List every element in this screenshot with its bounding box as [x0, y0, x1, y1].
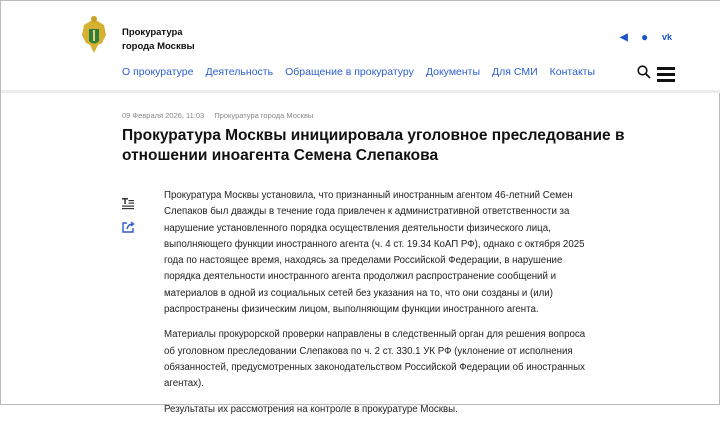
brand-line-2: города Москвы [122, 41, 195, 52]
ok-icon[interactable]: ● [641, 30, 649, 44]
article-tools [122, 198, 135, 238]
paragraph [164, 402, 585, 418]
article-body [164, 188, 585, 427]
brand-line-1: Прокуратура [122, 27, 183, 38]
text-line: обязанностей, предусмотренных законодательством Российской Федерации об иностранных [164, 361, 585, 373]
article-title: Прокуратура Москвы инициировала уголовное преследование в отношении иноагента Семена Слепакова [122, 127, 625, 164]
nav-media[interactable]: Для СМИ [492, 66, 538, 78]
article-source: Прокуратура города Москвы [214, 111, 314, 120]
text-line: Слепаков был дважды в течение года привлечен к административной ответственности за [164, 206, 570, 218]
nav-about[interactable]: О прокуратуре [122, 66, 194, 78]
article-date: 09 Февраля 2026, 11:03 [122, 111, 205, 120]
coat-of-arms-logo[interactable] [80, 15, 108, 55]
vk-icon[interactable]: vk [662, 32, 673, 42]
text-line: Материалы прокурорской проверки направлены в следственный орган для решения вопроса [164, 329, 586, 341]
telegram-icon[interactable]: ◀ [620, 32, 628, 43]
text-version-icon[interactable] [122, 198, 134, 210]
text-line: об уголовном преследовании Слепакова по ч. 2 ст. 330.1 УК РФ (уклонение от исполнения [164, 345, 573, 357]
text-line: материалов в одной из социальных сетей без указания на то, что они созданы и (или) [164, 287, 553, 299]
text-line: Результаты их рассмотрения на контроле в прокуратуре Москвы. [164, 403, 458, 415]
share-icon[interactable] [122, 221, 135, 233]
nav-activity[interactable]: Деятельность [205, 66, 274, 78]
text-line: Прокуратура Москвы установила, что признанный иностранным агентом 46-летний Семен [164, 190, 573, 201]
menu-icon[interactable] [657, 67, 675, 85]
search-icon[interactable] [637, 65, 651, 79]
text-line: агентах). [164, 378, 204, 390]
text-line: нарушение установленного порядка осуществления деятельности физического лица, [164, 222, 551, 234]
text-line: года по настоящее время, находясь за пределами Российской Федерации, в нарушение [164, 255, 563, 267]
brand-name[interactable] [122, 26, 195, 54]
text-line: распространены физическим лицом, выполняющим функции иностранного агента. [164, 304, 539, 316]
site-header [1, 1, 720, 93]
text-line: выполняющего функции иностранного агента (ч. 4 ст. 19.34 КоАП РФ), однако с октября 2025 [164, 238, 585, 250]
text-line: порядка деятельности иностранного агента продолжил распространение сообщений и [164, 271, 556, 283]
nav-appeal[interactable]: Обращение в прокуратуру [285, 66, 414, 78]
paragraph [164, 188, 585, 318]
main-nav [122, 66, 595, 78]
paragraph [164, 327, 585, 392]
nav-documents[interactable]: Документы [425, 66, 481, 78]
article-meta [122, 111, 313, 120]
nav-contacts[interactable]: Контакты [549, 66, 596, 78]
